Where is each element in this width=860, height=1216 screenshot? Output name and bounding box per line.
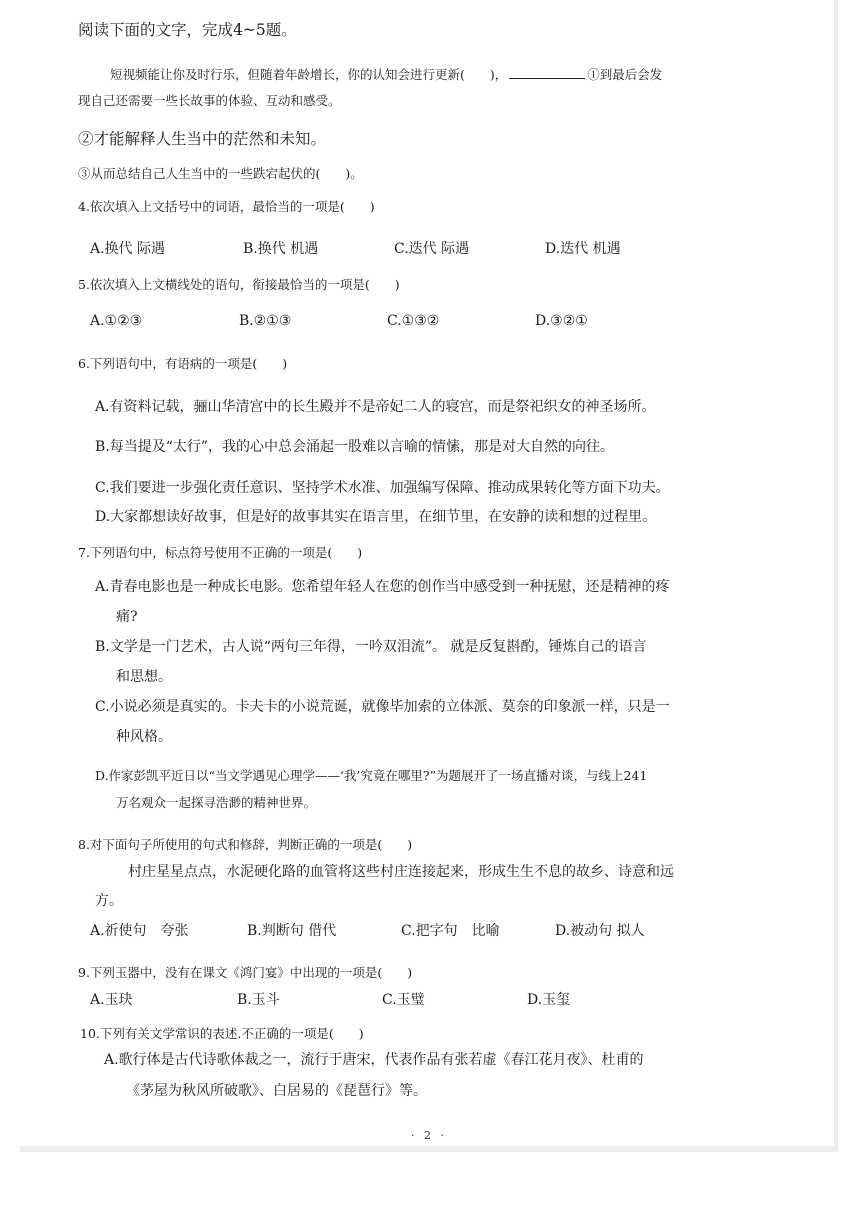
q5-option-a: A.①②③ (90, 313, 143, 329)
q10-option-a-line-2: 《茅屋为秋风所破歌》、白居易的《琵琶行》等。 (126, 1083, 427, 1099)
question-4-options (90, 242, 621, 256)
q4-option-c: C.迭代 际遇 (394, 241, 470, 257)
q6-option-a: A.有资料记载，骊山华清宫中的长生殿并不是帝妃二人的寝宫，而是祭祀织女的神圣场所。 (95, 399, 656, 415)
q8-option-d: D.被动句 拟人 (555, 923, 645, 939)
question-9-stem: 9.下列玉器中，没有在课文《鸿门宴》中出现的一项是( ) (78, 965, 413, 980)
exam-page (20, 0, 838, 1152)
q9-option-a: A.玉玦 (90, 992, 133, 1008)
q4-option-a: A.换代 际遇 (90, 241, 166, 257)
passage-line-1-text: 短视频能让你及时行乐，但随着年龄增长，你的认知会进行更新( )， (110, 67, 508, 82)
q8-option-c: C.把字句 比喻 (401, 923, 500, 939)
q9-option-d: D.玉玺 (527, 992, 571, 1008)
q5-option-d: D.③②① (535, 313, 588, 329)
q7-option-b-line-1: B.文学是一门艺术，古人说“两句三年得，一吟双泪流”。 就是反复斟酌，锤炼自己的语言 (95, 639, 647, 655)
q7-option-c-line-1: C.小说必须是真实的。卡夫卡的小说荒诞，就像毕加索的立体派、莫奈的印象派一样，只是一 (95, 699, 670, 715)
question-5-stem: 5.依次填入上文横线处的语句，衔接最恰当的一项是( ) (78, 277, 400, 292)
q7-option-a-line-2: 痛? (116, 609, 138, 625)
q6-option-d: D.大家都想读好故事，但是好的故事其实在语言里，在细节里，在安静的读和想的过程里。 (95, 509, 657, 525)
passage-line-2: 现自己还需要一些长故事的体验、互动和感受。 (78, 93, 341, 108)
q7-option-d-line-2: 万名观众一起探寻浩渺的精神世界。 (116, 795, 317, 810)
question-9-options (90, 993, 570, 1007)
question-4-stem: 4.依次填入上文括号中的词语，最恰当的一项是( ) (78, 199, 375, 214)
question-8-stem: 8.对下面句子所使用的句式和修辞，判断正确的一项是( ) (78, 837, 413, 852)
q7-option-d-line-1: D.作家彭凯平近日以“当文学遇见心理学——‘我’究竟在哪里?”为题展开了一场直播对谈，与线上241 (95, 768, 648, 783)
q6-option-b: B.每当提及“太行”，我的心中总会涌起一股难以言喻的情愫，那是对大自然的向往。 (95, 439, 615, 455)
q8-sentence-line-1: 村庄星星点点，水泥硬化路的血管将这些村庄连接起来，形成生生不息的故乡、诗意和远 (128, 864, 674, 880)
q7-option-b-line-2: 和思想。 (116, 669, 172, 685)
q5-option-b: B.②①③ (239, 313, 292, 329)
q4-option-b: B.换代 机遇 (243, 241, 319, 257)
page-number: · 2 · (411, 1129, 447, 1142)
question-6-stem: 6.下列语句中，有语病的一项是( ) (78, 356, 288, 371)
question-8-options (90, 924, 645, 938)
q7-option-c-line-2: 种风格。 (116, 729, 172, 745)
q4-option-d: D.迭代 机遇 (545, 241, 621, 257)
passage-line-1 (110, 66, 662, 82)
q9-option-b: B.玉斗 (237, 992, 280, 1008)
question-10-stem: 10.下列有关文学常识的表述.不正确的一项是( ) (80, 1026, 364, 1041)
q8-option-a: A.祈使句 夸张 (90, 923, 189, 939)
passage-sentence-3: ③从而总结自己人生当中的一些跌宕起伏的( )。 (78, 166, 363, 181)
q6-option-c: C.我们要进一步强化责任意识、坚持学术水准、加强编写保障、推动成果转化等方面下功夫。 (95, 480, 670, 496)
question-7-stem: 7.下列语句中，标点符号使用不正确的一项是( ) (78, 545, 363, 560)
reading-instruction: 阅读下面的文字，完成4~5题。 (78, 21, 297, 39)
q9-option-c: C.玉璧 (382, 992, 425, 1008)
q8-option-b: B.判断句 借代 (247, 923, 337, 939)
passage-line-1-tail: ①到最后会发 (587, 67, 663, 82)
q5-option-c: C.①③② (387, 313, 440, 329)
q7-option-a-line-1: A.青春电影也是一种成长电影。您希望年轻人在您的创作当中感受到一种抚慰，还是精神的疼 (95, 579, 670, 595)
passage-sentence-2: ②才能解释人生当中的茫然和未知。 (78, 130, 327, 148)
answer-blank (509, 66, 585, 79)
q10-option-a-line-1: A.歌行体是古代诗歌体裁之一，流行于唐宋，代表作品有张若虚《春江花月夜》、杜甫的 (104, 1052, 644, 1068)
q8-sentence-line-2: 方。 (95, 893, 123, 909)
question-5-options (90, 314, 588, 328)
